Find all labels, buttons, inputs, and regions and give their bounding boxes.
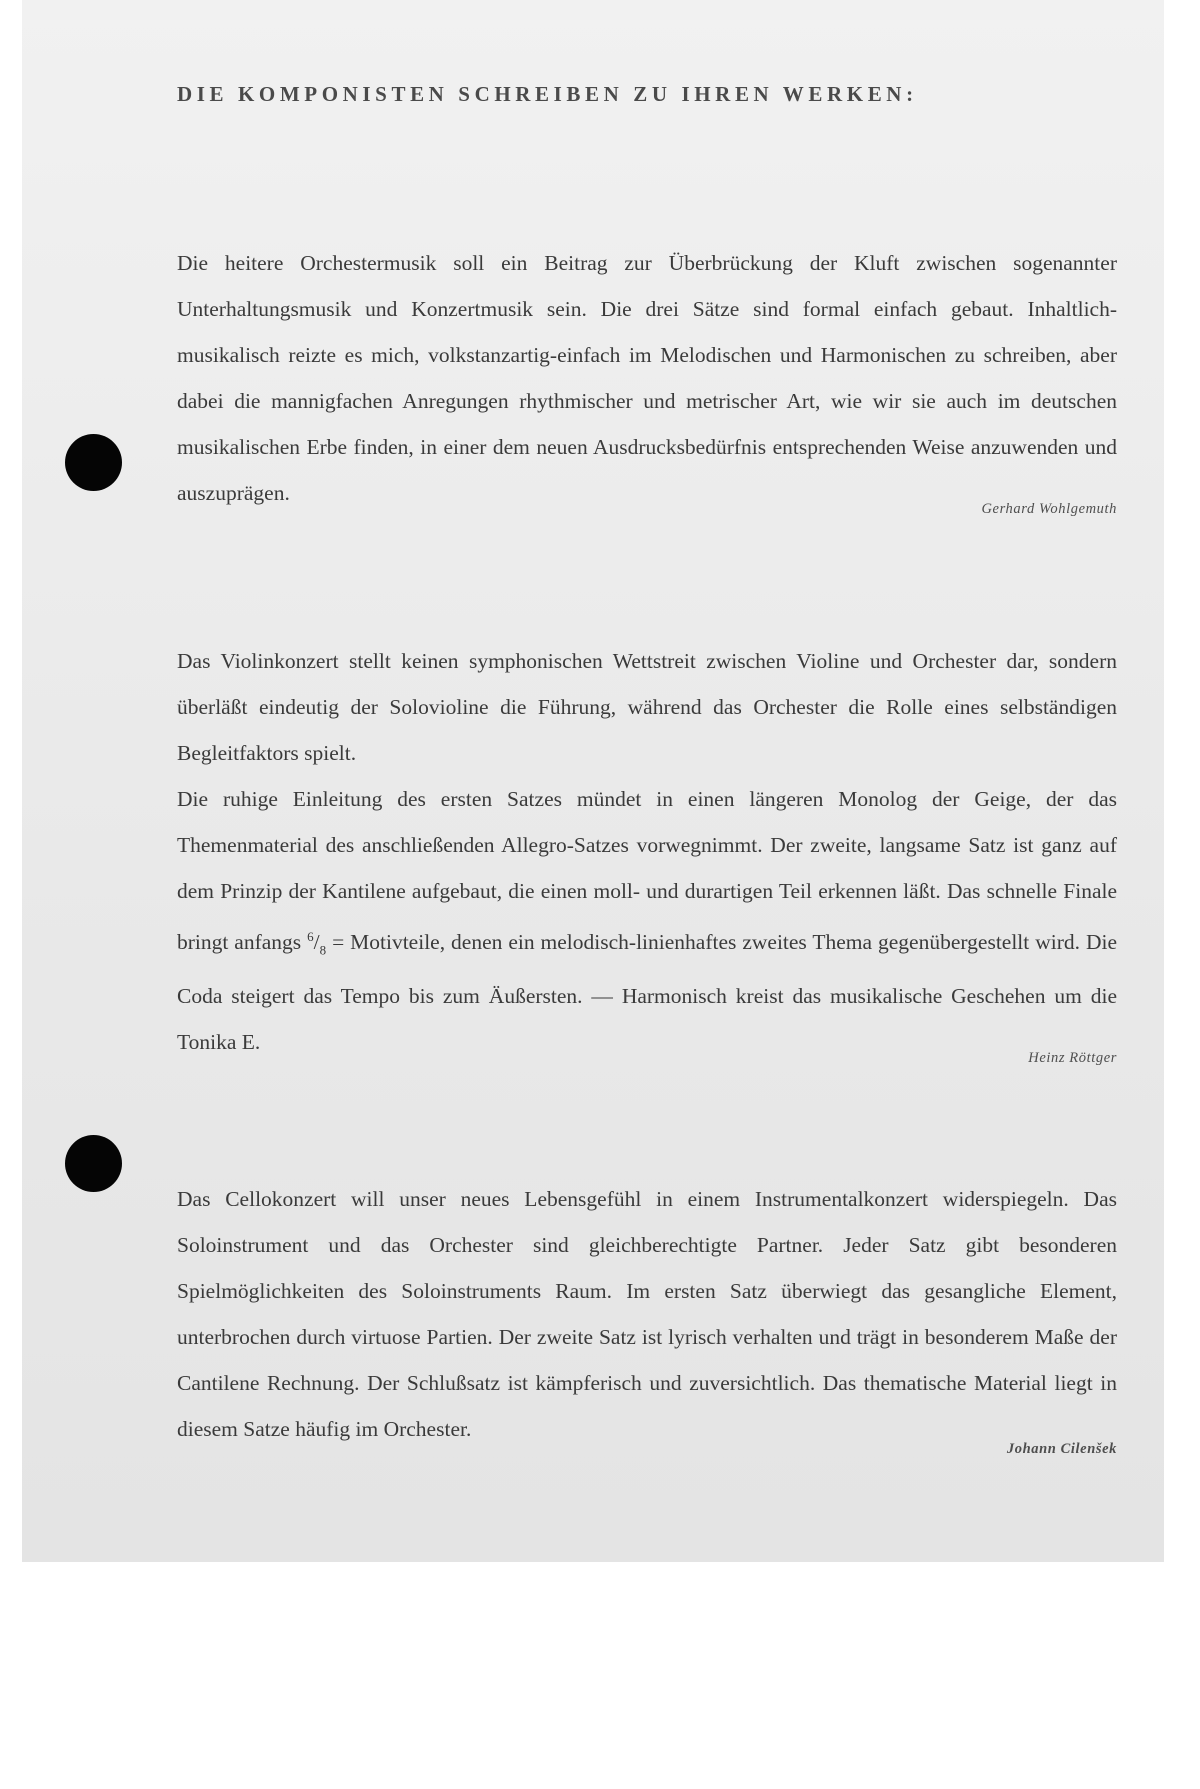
statement-text: Die heitere Orchestermusik soll ein Beitrag zur Überbrückung der Kluft zwischen sogenannter Unterhaltungsmusik und Konzertmusik sein. Die drei Sätze sind formal einfach gebaut. Inhaltlich-musikalisch reizte es mich, volkstanzartig-einfach im Melodischen und Harmonischen zu schreiben, aber dabei die mannigfachen Anregungen rhythmischer und metrischer Art, wie wir sie auch im deutschen musikalischen Erbe finden, in einer dem neuen Ausdrucksbedürfnis entsprechenden Weise anzuwenden und auszuprägen. bbox=[177, 251, 1117, 505]
statement-cilensek bbox=[177, 1176, 1117, 1457]
text-part: = Motivteile, denen ein melodisch-linienhaftes zweites Thema gegenübergestellt wird. Die Coda steigert das Tempo bis zum Äußersten. — Harmonisch kreist das musikalische Geschehen um die Tonika E. bbox=[177, 930, 1117, 1055]
fraction-denominator: 8 bbox=[319, 942, 327, 958]
author-signature: Gerhard Wohlgemuth bbox=[981, 501, 1117, 517]
statement-text: Das Violinkonzert stellt keinen symphonischen Wettstreit zwischen Violine und Orchester dar, sondern überläßt eindeutig der Solovioline die Führung, während das Orchester die Rolle eines selbständigen Begleitfaktors spielt. bbox=[177, 649, 1117, 765]
statement-text-continued bbox=[177, 776, 1117, 1065]
text-part: Die ruhige Einleitung des ersten Satzes mündet in einen längeren Monolog der Geige, der das Themenmaterial des anschließenden Allegro-Satzes vorwegnimmt. Der zweite, langsame Satz ist ganz auf dem Prinzip der Kantilene aufgebaut, die einen moll- und durartigen Teil erkennen läßt. Das schnelle Finale bringt anfangs bbox=[177, 787, 1117, 955]
time-signature: $^6/_8$ bbox=[307, 929, 327, 958]
statement-roettger bbox=[177, 638, 1117, 1065]
statement-text: Das Cellokonzert will unser neues Lebensgefühl in einem Instrumentalkonzert widerspiegeln. Das Soloinstrument und das Orchester sind gleichberechtigte Partner. Jeder Satz gibt besonderen Spielmöglichkeiten des Soloinstruments Raum. Im ersten Satz überwiegt das gesangliche Element, unterbrochen durch virtuose Partien. Der zweite Satz ist lyrisch verhalten und trägt in besonderem Maße der Cantilene Rechnung. Der Schlußsatz ist kämpferisch und zuversichtlich. Das thematische Material liegt in diesem Satze häufig im Orchester. bbox=[177, 1187, 1117, 1441]
author-signature: Johann Cilenšek bbox=[1006, 1441, 1117, 1457]
author-signature: Heinz Röttger bbox=[1028, 1050, 1117, 1067]
punch-hole-bottom bbox=[65, 1135, 122, 1192]
page-heading: DIE KOMPONISTEN SCHREIBEN ZU IHREN WERKEN: bbox=[177, 82, 918, 106]
fraction-numerator: 6 bbox=[307, 929, 314, 944]
statement-wohlgemuth bbox=[177, 240, 1117, 516]
punch-hole-top bbox=[65, 434, 122, 491]
